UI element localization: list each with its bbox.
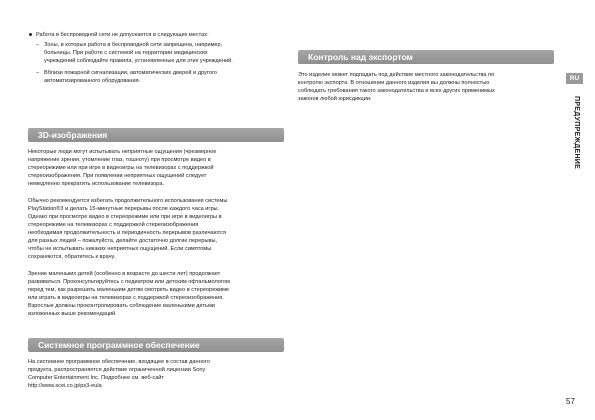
page-number: 57 [566,397,575,406]
paragraph-3d-2: Обычно рекомендуется избегать продолжительного использования системы PlayStation®3 и делать 15-минутные перерывы после каждого часа игры. Однако при просмотре видео в стереорежиме или при игре в видеоигры в стереорежиме на телевизорах с поддержкой стереоизображения необходимая продолжительность и периодичность перерывов различаются для разных людей – пожалуйста, делайте достаточно долгие перерывы, чтобы не испытывать никаких неприятных ощущений. Если симптомы сохраняются, обратитесь к врачу. [28,198,228,260]
bullet-dot-icon [29,33,32,36]
sub-item-2-line: Вблизи пожарной сигнализации, автоматических дверей и другого [44,70,217,76]
sub-item-2-line: автоматизированного оборудования. [44,78,141,84]
dash-icon: – [36,70,40,76]
section-header-export: Контроль над экспортом [298,50,554,64]
sub-item-1-line: Зоны, в которых работа в беспроводной сети запрещена, например, [44,42,223,48]
language-badge: RU [566,73,583,84]
paragraph-3d-3: Зрение маленьких детей (особенно в возрасте до шести лет) продолжает развиваться. Проконсультируйтесь с педиатром или детским офтальмологом перед тем, как разрешить маленьким детям смотреть видео в стереорежиме или играть в видеоигры на телевизорах с поддержкой стереоизображения. Взрослые должны проконтролировать соблюдение маленькими детьми изложенных выше рекомендаций. [28,271,230,317]
sub-item-1-line: учреждений соблюдайте правила, установленные для этих учреждений. [44,58,233,64]
bullet-text: Работа в беспроводной сети не допускается в следующих местах: [36,32,209,38]
sub-item-1-line: больницы. При работе с системой на территории медицинских [44,50,208,56]
eula-link[interactable]: http://www.scei.co.jp/ps3-eula [28,383,102,389]
paragraph-export: Это изделие может подпадать под действие местного законодательства по контролю экспорта. В отношении данного изделия вы должны полностью соблюдать требования такого законодательства и всех других применимых законов любой юрисдикции. [298,72,495,102]
paragraph-3d-1: Некоторые люди могут испытывать неприятные ощущения (чрезмерное напряжение зрения, утомление глаз, тошноту) при просмотре видео в стереорежиме или при игре в видеоигры на телевизорах с поддержкой стереоизображения. При появлении неприятных ощущений следует немедленно прекратить использование телевизора. [28,149,217,187]
section-header-software: Системное программное обеспечение [28,338,284,352]
section-side-label: ПРЕДУПРЕЖДЕНИЕ [573,96,580,170]
paragraph-software: На системное программное обеспечение, входящее в состав данного продукта, распространяется действие ограниченной лицензии Sony Computer Entertainment Inc. Подробнее см. веб-сайт http://www.scei.co.jp/ps3-eula [28,358,284,390]
dash-icon: – [36,42,40,48]
section-header-3d: 3D-изображения [28,128,284,142]
